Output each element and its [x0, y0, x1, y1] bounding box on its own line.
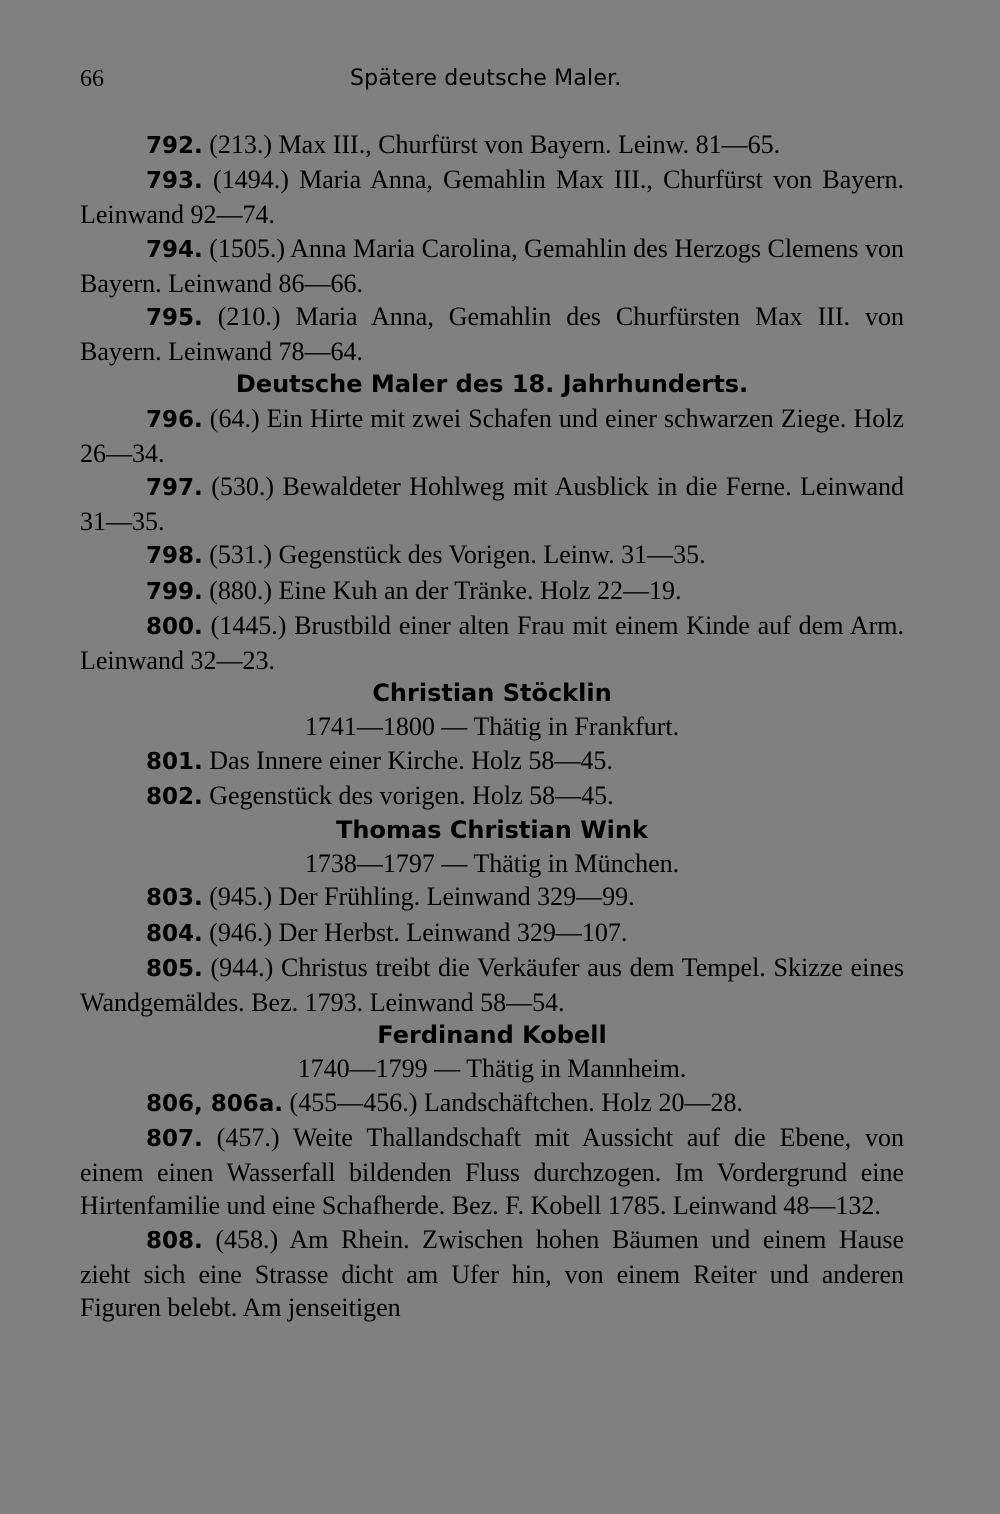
catalog-entry: [80, 470, 904, 538]
entry-number: 799.: [146, 578, 203, 605]
catalog-entry: [80, 744, 904, 779]
entry-number: 805.: [146, 955, 203, 982]
catalog-entry: [80, 1223, 904, 1325]
entry-number: 796.: [146, 406, 203, 433]
entry-text: Das Innere einer Kirche. Holz 58—45.: [202, 745, 613, 775]
entry-number: 808.: [146, 1227, 203, 1254]
entry-number: 795.: [146, 305, 203, 332]
catalog-entry: [80, 574, 904, 609]
artist-heading: Thomas Christian Wink: [336, 816, 648, 845]
entry-number: 800.: [146, 613, 203, 640]
section-heading: Deutsche Maler des 18. Jahrhunderts.: [235, 370, 749, 399]
entry-text: (213.) Max III., Churfürst von Bayern. Leinw. 81—65.: [202, 130, 781, 159]
entry-text: (1445.) Brustbild einer alten Frau mit einem Kinde auf dem Arm. Leinwand 32—23.: [80, 610, 904, 676]
catalog-entry: [80, 779, 904, 814]
page-body: [80, 128, 904, 1324]
entry-text: (946.) Der Herbst. Leinwand 329—107.: [202, 917, 628, 947]
entry-text: (531.) Gegenstück des Vorigen. Leinw. 31—35.: [202, 540, 706, 570]
entry-text: (457.) Weite Thallandschaft mit Aussicht auf die Ebene, von einem einen Wasserfall bildenden Fluss durchzogen. Im Vordergrund eine Hirtenfamilie und eine Schafherde. Bez. F. Kobell 1785. Leinwand 48—132.: [80, 1122, 904, 1221]
page-header: [80, 66, 904, 100]
entry-number: 792.: [146, 133, 203, 159]
entry-text: (455—456.) Landschäftchen. Holz 20—28.: [283, 1087, 743, 1117]
catalog-entry: [80, 300, 904, 368]
entry-number: 793.: [146, 168, 203, 195]
artist-heading: Ferdinand Kobell: [377, 1021, 607, 1050]
catalog-entry: [80, 538, 904, 573]
artist-dates: 1740—1799 — Thätig in Mannheim.: [297, 1054, 687, 1084]
entry-text: (1494.) Maria Anna, Gemahlin Max III., Churfürst von Bayern. Leinwand 92—74.: [80, 165, 904, 230]
entry-number: 794.: [146, 236, 203, 263]
entry-text: (945.) Der Frühling. Leinwand 329—99.: [202, 882, 635, 912]
entry-text: (530.) Bewaldeter Hohlweg mit Ausblick in die Ferne. Leinwand 31—35.: [80, 472, 904, 537]
artist-dates: 1738—1797 — Thätig in München.: [304, 849, 680, 879]
catalog-entry: [80, 609, 904, 677]
catalog-entry: [80, 1121, 904, 1223]
entry-text: (64.) Ein Hirte mit zwei Schafen und einer schwarzen Ziege. Holz 26—34.: [80, 403, 904, 468]
catalog-entry: [80, 880, 904, 915]
entry-number: 803.: [146, 885, 203, 912]
entry-number: 798.: [146, 543, 203, 570]
entry-text: (944.) Christus treibt die Verkäufer aus dem Tempel. Skizze eines Wandgemäldes. Bez. 1793. Leinwand 58—54.: [80, 952, 904, 1018]
entry-number: 802.: [146, 783, 203, 810]
catalog-entry: [80, 128, 904, 163]
entry-number: 801.: [146, 748, 203, 775]
artist-heading: Christian Stöcklin: [372, 679, 612, 708]
entry-text: (210.) Maria Anna, Gemahlin des Churfürsten Max III. von Bayern. Leinwand 78—64.: [80, 302, 904, 367]
running-title: Spätere deutsche Maler.: [350, 66, 622, 91]
artist-dates: 1741—1800 — Thätig in Frankfurt.: [304, 712, 680, 742]
catalog-entry: [80, 916, 904, 951]
entry-text: (880.) Eine Kuh an der Tränke. Holz 22—19.: [202, 575, 682, 605]
catalog-entry: [80, 232, 904, 300]
entry-text: Gegenstück des vorigen. Holz 58—45.: [202, 780, 614, 810]
entry-number: 807.: [146, 1125, 203, 1152]
entry-number: 797.: [146, 475, 203, 502]
catalog-entry: [80, 951, 904, 1019]
catalog-entry: [80, 163, 904, 231]
catalog-entry: [80, 1086, 904, 1121]
entry-text: (458.) Am Rhein. Zwischen hohen Bäumen und einem Hause zieht sich eine Strasse dicht am Ufer hin, von einem Reiter und anderen Figuren belebt. Am jenseitigen: [80, 1224, 904, 1322]
page-number: 66: [80, 66, 104, 92]
entry-text: (1505.) Anna Maria Carolina, Gemahlin des Herzogs Clemens von Bayern. Leinwand 86—66.: [80, 233, 904, 298]
entry-number: 804.: [146, 920, 203, 947]
catalog-entry: [80, 402, 904, 470]
entry-number: 806, 806a.: [146, 1090, 284, 1117]
